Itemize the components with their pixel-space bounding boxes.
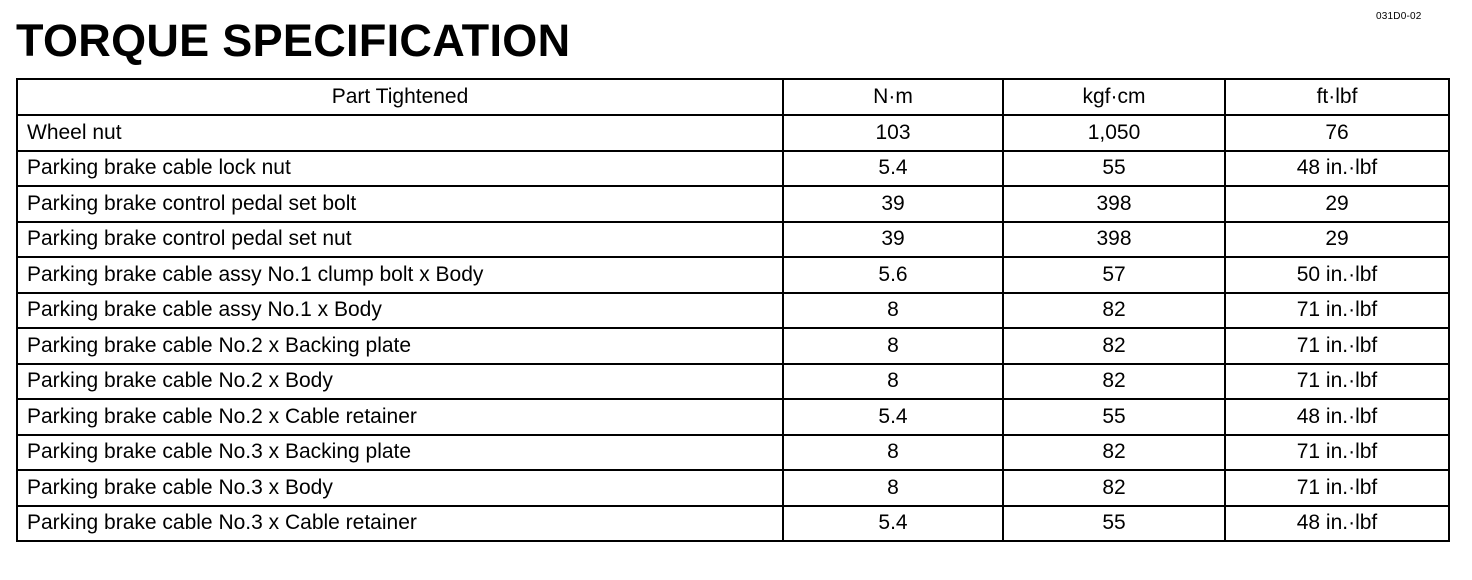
table-row [17,470,1449,506]
cell-part: Wheel nut [17,115,783,151]
table-row [17,328,1449,364]
cell-part: Parking brake cable No.2 x Cable retainer [17,399,783,435]
torque-spec-table [16,78,1450,542]
cell-ft-lbf: 50 in.·lbf [1225,257,1449,293]
document-code: 031D0-02 [1376,11,1422,22]
cell-nm: 5.6 [783,257,1003,293]
cell-kgf-cm: 82 [1003,470,1225,506]
cell-ft-lbf: 48 in.·lbf [1225,399,1449,435]
cell-nm: 5.4 [783,506,1003,542]
cell-part: Parking brake control pedal set nut [17,222,783,258]
cell-kgf-cm: 82 [1003,328,1225,364]
table-row [17,115,1449,151]
cell-part: Parking brake control pedal set bolt [17,186,783,222]
cell-nm: 103 [783,115,1003,151]
table-row [17,399,1449,435]
page-title: TORQUE SPECIFICATION [16,15,571,66]
header-part-tightened: Part Tightened [17,79,783,115]
cell-nm: 39 [783,186,1003,222]
cell-part: Parking brake cable assy No.1 x Body [17,293,783,329]
table-row [17,222,1449,258]
cell-part: Parking brake cable No.3 x Body [17,470,783,506]
cell-ft-lbf: 48 in.·lbf [1225,506,1449,542]
cell-nm: 8 [783,470,1003,506]
table-row [17,151,1449,187]
cell-ft-lbf: 71 in.·lbf [1225,293,1449,329]
cell-part: Parking brake cable lock nut [17,151,783,187]
table-row [17,186,1449,222]
header-nm: N·m [783,79,1003,115]
cell-ft-lbf: 48 in.·lbf [1225,151,1449,187]
cell-kgf-cm: 82 [1003,435,1225,471]
table-row [17,435,1449,471]
table-header-row [17,79,1449,115]
cell-kgf-cm: 55 [1003,151,1225,187]
cell-ft-lbf: 76 [1225,115,1449,151]
cell-ft-lbf: 71 in.·lbf [1225,328,1449,364]
cell-nm: 8 [783,364,1003,400]
cell-ft-lbf: 29 [1225,186,1449,222]
cell-kgf-cm: 55 [1003,506,1225,542]
cell-part: Parking brake cable No.3 x Cable retainer [17,506,783,542]
cell-part: Parking brake cable No.2 x Body [17,364,783,400]
cell-ft-lbf: 71 in.·lbf [1225,364,1449,400]
cell-nm: 8 [783,435,1003,471]
cell-part: Parking brake cable No.2 x Backing plate [17,328,783,364]
cell-nm: 39 [783,222,1003,258]
cell-kgf-cm: 55 [1003,399,1225,435]
cell-ft-lbf: 29 [1225,222,1449,258]
cell-kgf-cm: 398 [1003,186,1225,222]
table-row [17,257,1449,293]
cell-nm: 5.4 [783,151,1003,187]
cell-kgf-cm: 82 [1003,293,1225,329]
cell-ft-lbf: 71 in.·lbf [1225,470,1449,506]
table-row [17,364,1449,400]
cell-nm: 5.4 [783,399,1003,435]
cell-nm: 8 [783,328,1003,364]
cell-kgf-cm: 1,050 [1003,115,1225,151]
cell-kgf-cm: 57 [1003,257,1225,293]
header-ft-lbf: ft·lbf [1225,79,1449,115]
cell-part: Parking brake cable assy No.1 clump bolt x Body [17,257,783,293]
table-row [17,506,1449,542]
table-row [17,293,1449,329]
cell-nm: 8 [783,293,1003,329]
cell-part: Parking brake cable No.3 x Backing plate [17,435,783,471]
cell-ft-lbf: 71 in.·lbf [1225,435,1449,471]
header-kgf-cm: kgf·cm [1003,79,1225,115]
cell-kgf-cm: 398 [1003,222,1225,258]
cell-kgf-cm: 82 [1003,364,1225,400]
